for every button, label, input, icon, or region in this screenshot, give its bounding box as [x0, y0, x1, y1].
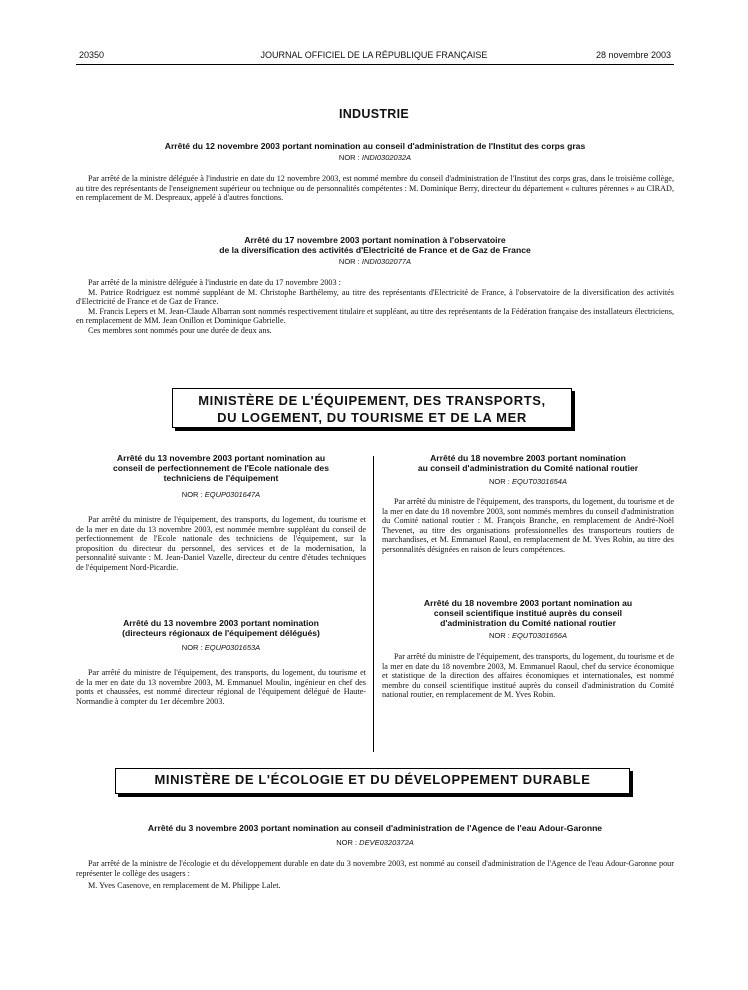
- nor-label: NOR :: [338, 257, 360, 266]
- nor-label: NOR :: [336, 838, 358, 847]
- nor-label: NOR :: [181, 643, 203, 652]
- article-body: [76, 174, 674, 203]
- paragraph: Par arrêté du ministre de l'équipement, des transports, du logement, du tourisme et de la mer en date du 13 novembre 2003, M. Emmanuel Moulin, ingénieur en chef des ponts et chaussées, est nommé directeur régional de l'équipement délégué de Haute-Normandie à compter du 1er décembre 2003.: [76, 668, 366, 706]
- title-line: Arrêté du 13 novembre 2003 portant nomination: [123, 618, 319, 628]
- paragraph: M. Yves Casenove, en remplacement de M. Philippe Lalet.: [88, 881, 281, 891]
- nor-label: NOR :: [489, 631, 510, 640]
- title-line: conseil scientifique institué auprès du conseil: [433, 608, 623, 618]
- article-body: [76, 859, 674, 891]
- title-line: conseil de perfectionnement de l'Ecole nationale des: [113, 463, 329, 473]
- header-rule: [76, 64, 674, 65]
- paragraph: Par arrêté du ministre de l'équipement, des transports, du logement, du tourisme et de la mer en date du 18 novembre 2003, sont nommés membres du conseil d'administration du Comité national routier : M. François Branche, en remplacement de André-Noël Thevenet, au titre des organisations professionnelles des transporteurs routiers de marchandises, et M. Emmanuel Raoul, en remplacement de M. Yves Robin, au titre des personnalités désignées en raison de leurs compétences.: [382, 497, 674, 554]
- nor-label: NOR :: [338, 153, 360, 162]
- ministry-line: MINISTÈRE DE L'ÉQUIPEMENT, DES TRANSPORTS,: [198, 393, 546, 408]
- paragraph: Ces membres sont nommés pour une durée de deux ans.: [88, 325, 272, 335]
- title-line: au conseil d'administration du Comité national routier: [417, 463, 639, 473]
- paragraph: Par arrêté du ministre de l'équipement, des transports, du logement, du tourisme et de la mer en date du 18 novembre 2003, M. Emmanuel Raoul, chef du service économique et statistique de la direction des affaires économiques et internationales, est nommé membre du conseil scientifique institué auprès du conseil d'administration du Comité national routier, en remplacement de M. Yves Robin.: [382, 652, 674, 700]
- nor-code: EQUT0301656A: [511, 631, 567, 640]
- nor-reference: [76, 838, 674, 848]
- nor-reference: [382, 477, 674, 487]
- article-title: [382, 453, 674, 473]
- nor-reference: [382, 631, 674, 641]
- nor-reference: [76, 643, 366, 653]
- nor-code: EQUT0301654A: [511, 477, 567, 486]
- paragraph: M. Francis Lepers et M. Jean-Claude Albarran sont nommés respectivement titulaire et suppléant, au titre des représentants de la Fédération française des installateurs électriciens, en remplacement de MM. Jean Onillon et Dominique Gabrielle.: [76, 306, 674, 326]
- paragraph: Par arrêté de la ministre déléguée à l'industrie en date du 12 novembre 2003, est nommé membre du conseil d'administration de l'Institut des corps gras, dans le troisième collège, au titre des représentants de l'enseignement supérieur ou technique ou de personnalités compétentes : M. Dominique Berry, directeur du département « cultures pérennes » au CIRAD, en remplacement de M. Despreaux, appelé à d'autres fonctions.: [76, 174, 674, 203]
- title-line: Arrêté du 17 novembre 2003 portant nomination à l'observatoire: [244, 235, 506, 245]
- nor-code: INDI0302077A: [361, 257, 412, 266]
- title-line: d'administration du Comité national routier: [440, 618, 616, 628]
- ministry-line: DU LOGEMENT, DU TOURISME ET DE LA MER: [217, 410, 527, 425]
- ministry-line: MINISTÈRE DE L'ÉCOLOGIE ET DU DÉVELOPPEMENT DURABLE: [154, 772, 591, 787]
- nor-code: INDI0302032A: [361, 153, 412, 162]
- article-body: [382, 652, 674, 700]
- issue-date: 28 novembre 2003: [595, 50, 671, 60]
- ministry-box-equipement: [172, 388, 572, 428]
- title-line: Arrêté du 18 novembre 2003 portant nomination: [430, 453, 626, 463]
- nor-label: NOR :: [489, 477, 510, 486]
- paragraph: Par arrêté du ministre de l'équipement, des transports, du logement, du tourisme et de la mer en date du 13 novembre 2003, est nommée membre suppléant du conseil de perfectionnement de l'Ecole nationale des techniciens de l'équipement, sur la proposition du directeur du personnel, des services et de la modernisation, la personnalité suivante : M. Jean-Daniel Vazelle, directeur du centre d'études techniques de l'équipement Nord-Picardie.: [76, 515, 366, 572]
- article-title: Arrêté du 3 novembre 2003 portant nomination au conseil d'administration de l'Agence de l'eau Adour-Garonne: [147, 823, 603, 833]
- nor-code: EQUP0301653A: [204, 643, 261, 652]
- journal-title: JOURNAL OFFICIEL DE LA RÉPUBLIQUE FRANÇAISE: [260, 50, 488, 60]
- column-divider: [373, 456, 374, 752]
- article-title: [76, 235, 674, 255]
- article-title: Arrêté du 12 novembre 2003 portant nomination au conseil d'administration de l'Institut des corps gras: [164, 141, 586, 151]
- article-title: [382, 598, 674, 628]
- article-title: [76, 618, 366, 638]
- nor-code: DEVE0320372A: [359, 838, 414, 847]
- article-body: [76, 668, 366, 706]
- nor-reference: [76, 490, 366, 500]
- article-title: [76, 453, 366, 483]
- ministry-box-ecologie: [115, 768, 630, 794]
- section-title-industrie: INDUSTRIE: [338, 107, 410, 121]
- title-line: de la diversification des activités d'Electricité de France et de Gaz de France: [219, 245, 531, 255]
- nor-code: EQUP0301647A: [204, 490, 261, 499]
- paragraph: Par arrêté de la ministre déléguée à l'industrie en date du 17 novembre 2003 :: [88, 278, 341, 287]
- title-line: techniciens de l'équipement: [163, 473, 279, 483]
- page-number: 20350: [79, 50, 105, 60]
- title-line: Arrêté du 18 novembre 2003 portant nomination au: [423, 598, 633, 608]
- title-line: Arrêté du 13 novembre 2003 portant nomination au: [116, 453, 326, 463]
- nor-reference: [76, 257, 674, 267]
- paragraph: Par arrêté de la ministre de l'écologie et du développement durable en date du 3 novembre 2003, est nommé au conseil d'administration de l'Agence de l'eau Adour-Garonne pour représenter le collège des usagers :: [76, 859, 674, 878]
- article-body: [76, 515, 366, 573]
- paragraph: M. Patrice Rodriguez est nommé suppléant de M. Christophe Barthélemy, au titre des représentants d'Electricité de France, à l'observatoire de la diversification des activités d'Electricité de France et de Gaz de France.: [76, 287, 674, 307]
- nor-label: NOR :: [181, 490, 203, 499]
- title-line: (directeurs régionaux de l'équipement délégués): [122, 628, 320, 638]
- nor-reference: [76, 153, 674, 163]
- article-body: [76, 278, 674, 336]
- article-body: [382, 497, 674, 555]
